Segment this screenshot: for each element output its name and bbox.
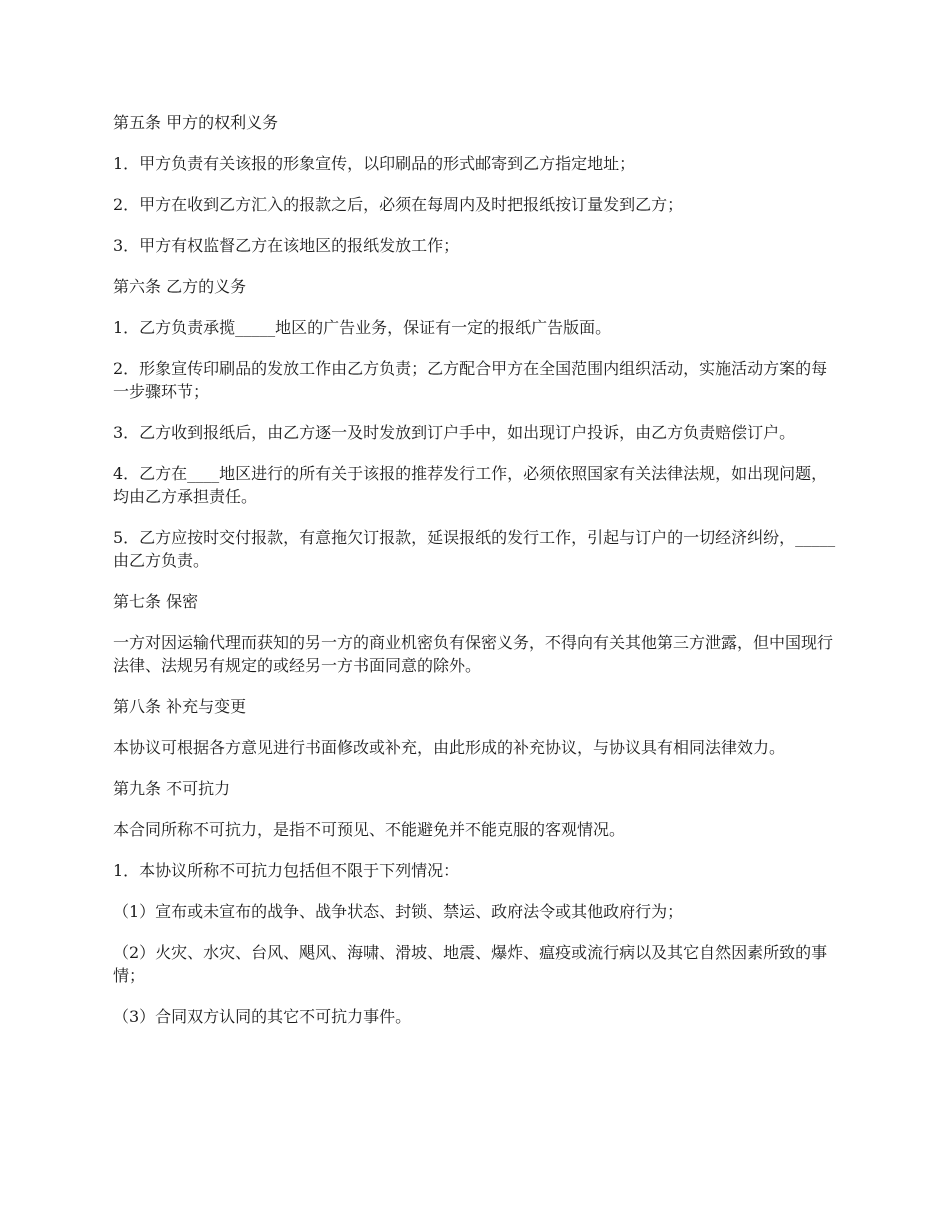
section-heading-6: 第六条 乙方的义务 bbox=[113, 277, 247, 296]
clause-7-body: 一方对因运输代理而获知的另一方的商业机密负有保密义务，不得向有关其他第三方泄露，但中国现行法律、法规另有规定的或经另一方书面同意的除外。 bbox=[113, 633, 834, 675]
document-body bbox=[113, 111, 843, 1046]
clause-6-3: 3．乙方收到报纸后，由乙方逐一及时发放到订户手中，如出现订户投诉，由乙方负责赔偿订户。 bbox=[113, 423, 796, 442]
clause-6-2: 2．形象宣传印刷品的发放工作由乙方负责；乙方配合甲方在全国范围内组织活动，实施活动方案的每一步骤环节； bbox=[113, 359, 828, 401]
clause-6-4: 4．乙方在____地区进行的所有关于该报的推荐发行工作，必须依照国家有关法律法规，如出现问题，均由乙方承担责任。 bbox=[113, 464, 828, 506]
clause-9-1: 1．本协议所称不可抗力包括但不限于下列情况： bbox=[113, 861, 460, 880]
clause-9-1-item-1: （1）宣布或未宣布的战争、战争状态、封锁、禁运、政府法令或其他政府行为； bbox=[113, 902, 684, 921]
section-heading-8: 第八条 补充与变更 bbox=[113, 697, 247, 716]
section-heading-7: 第七条 保密 bbox=[113, 592, 199, 611]
clause-6-5: 5．乙方应按时交付报款，有意拖欠订报款，延误报纸的发行工作，引起与订户的一切经济纠纷，_____由乙方负责。 bbox=[113, 528, 836, 570]
section-heading-5: 第五条 甲方的权利义务 bbox=[113, 113, 279, 132]
clause-9-1-item-3: （3）合同双方认同的其它不可抗力事件。 bbox=[113, 1007, 412, 1026]
clause-9-intro: 本合同所称不可抗力，是指不可预见、不能避免并不能克服的客观情况。 bbox=[113, 820, 626, 839]
clause-9-1-item-2: （2）火灾、水灾、台风、飓风、海啸、滑坡、地震、爆炸、瘟疫或流行病以及其它自然因素所致的事情； bbox=[113, 943, 828, 985]
clause-5-2: 2．甲方在收到乙方汇入的报款之后，必须在每周内及时把报纸按订量发到乙方； bbox=[113, 195, 684, 214]
clause-6-1: 1．乙方负责承揽_____地区的广告业务，保证有一定的报纸广告版面。 bbox=[113, 318, 612, 337]
clause-8-body: 本协议可根据各方意见进行书面修改或补充，由此形成的补充协议，与协议具有相同法律效力。 bbox=[113, 738, 786, 757]
section-heading-9: 第九条 不可抗力 bbox=[113, 779, 231, 798]
clause-5-3: 3．甲方有权监督乙方在该地区的报纸发放工作； bbox=[113, 236, 460, 255]
clause-5-1: 1．甲方负责有关该报的形象宣传，以印刷品的形式邮寄到乙方指定地址； bbox=[113, 154, 636, 173]
